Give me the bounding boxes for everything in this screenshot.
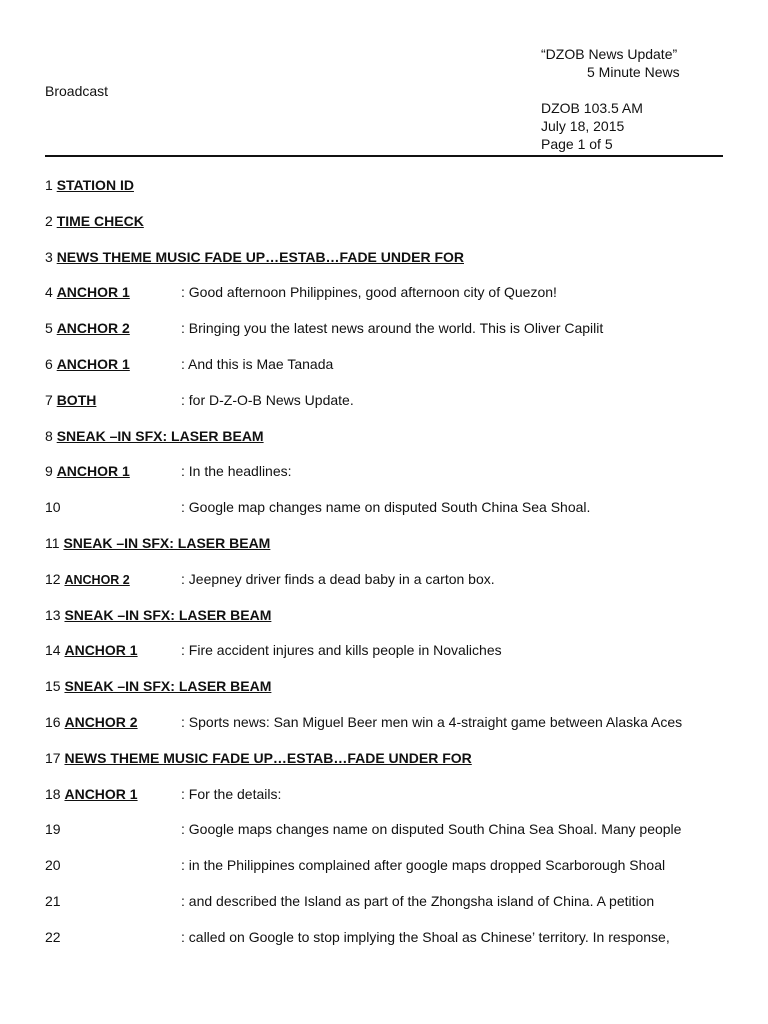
line-lead [45,533,270,553]
speaker-cue: BOTH [56,391,97,408]
script-line [45,211,735,247]
script-line [45,497,735,533]
script-line [45,175,735,211]
script-line [45,282,735,318]
station-name: DZOB 103.5 AM [541,100,643,116]
line-number: 6 [45,355,53,372]
line-number: 8 [45,427,53,444]
line-lead [45,676,271,696]
line-number: 14 [45,642,61,659]
script-line [45,247,735,283]
header-divider [45,155,723,157]
program-title: “DZOB News Update” [541,46,678,62]
line-lead [45,855,61,875]
dialogue-text: : For the details: [181,785,282,802]
script-line [45,533,735,569]
line-lead [45,247,464,267]
line-number: 9 [45,463,53,480]
dialogue-text: : Bringing you the latest news around the world. This is Oliver Capilit [181,320,604,337]
program-subtitle: 5 Minute News [587,64,680,80]
production-cue: TIME CHECK [56,212,144,229]
line-lead [45,175,134,195]
script-line [45,784,735,820]
production-cue: SNEAK –IN SFX: LASER BEAM [64,678,272,695]
production-cue: NEWS THEME MUSIC FADE UP…ESTAB…FADE UNDER FOR [56,248,464,265]
dialogue-text: : called on Google to stop implying the Shoal as Chinese’ territory. In response, [181,928,670,945]
dialogue-text: : Good afternoon Philippines, good afternoon city of Quezon! [181,284,557,301]
dialogue-text: : and described the Island as part of the Zhongsha island of China. A petition [181,892,655,909]
line-lead [45,390,96,410]
script-line [45,318,735,354]
line-lead [45,891,61,911]
line-lead [45,712,138,732]
production-cue: SNEAK –IN SFX: LASER BEAM [56,427,264,444]
line-lead [45,640,138,660]
line-lead [45,461,130,481]
line-number: 1 [45,177,53,193]
line-number: 15 [45,678,61,695]
speaker-cue: ANCHOR 1 [64,785,138,802]
script-line [45,605,735,641]
speaker-cue: ANCHOR 2 [56,320,130,337]
production-cue: NEWS THEME MUSIC FADE UP…ESTAB…FADE UNDER FOR [64,749,472,766]
line-number: 10 [45,499,61,516]
dialogue-text: : Google map changes name on disputed South China Sea Shoal. [181,499,591,516]
script-line [45,855,735,891]
line-lead [45,927,61,947]
line-number: 18 [45,785,61,802]
dialogue-text: : Google maps changes name on disputed South China Sea Shoal. Many people [181,821,682,838]
header-info [541,45,680,153]
dialogue-text: : In the headlines: [181,463,292,480]
page-number: Page 1 of 5 [541,136,613,152]
dialogue-text: : Sports news: San Miguel Beer men win a 4-straight game between Alaska Aces [181,713,683,730]
line-number: 4 [45,284,53,301]
broadcast-date: July 18, 2015 [541,118,625,134]
line-number: 2 [45,212,53,229]
line-lead [45,211,144,231]
line-number: 13 [45,606,61,623]
line-number: 12 [45,570,61,587]
script-line [45,927,735,963]
line-number: 11 [45,534,60,551]
line-lead [45,819,61,839]
script-line [45,748,735,784]
script-line [45,819,735,855]
line-lead [45,784,138,804]
script-line [45,461,735,497]
speaker-cue: ANCHOR 2 [64,572,130,587]
line-number: 21 [45,892,61,909]
line-lead [45,318,130,338]
line-number: 3 [45,248,53,265]
script-line [45,712,735,748]
speaker-cue: ANCHOR 1 [56,355,130,372]
speaker-cue: ANCHOR 2 [64,713,138,730]
dialogue-text: : And this is Mae Tanada [181,355,334,372]
script-lines [45,175,735,963]
speaker-cue: ANCHOR 1 [56,284,130,301]
line-lead [45,497,61,517]
production-cue: SNEAK –IN SFX: LASER BEAM [64,606,272,623]
line-number: 7 [45,391,53,408]
line-lead [45,282,130,302]
script-line [45,640,735,676]
line-number: 5 [45,320,53,337]
line-lead [45,426,264,446]
speaker-cue: ANCHOR 1 [64,642,138,659]
line-number: 19 [45,821,61,838]
line-number: 22 [45,928,61,945]
dialogue-text: : for D-Z-O-B News Update. [181,391,354,408]
line-number: 17 [45,749,61,766]
speaker-cue: ANCHOR 1 [56,463,130,480]
line-lead [45,748,472,768]
dialogue-text: : Fire accident injures and kills people in Novaliches [181,642,502,659]
production-cue: STATION ID [56,177,134,193]
dialogue-text: : in the Philippines complained after google maps dropped Scarborough Shoal [181,857,666,874]
script-line [45,390,735,426]
broadcast-label: Broadcast [45,83,109,99]
line-lead [45,569,130,590]
dialogue-text: : Jeepney driver finds a dead baby in a carton box. [181,570,495,587]
line-lead [45,354,130,374]
line-number: 20 [45,857,61,874]
line-lead [45,605,271,625]
script-line [45,676,735,712]
script-line [45,891,735,927]
script-line [45,354,735,390]
script-line [45,426,735,462]
script-line [45,569,735,605]
production-cue: SNEAK –IN SFX: LASER BEAM [63,534,271,551]
line-number: 16 [45,713,61,730]
